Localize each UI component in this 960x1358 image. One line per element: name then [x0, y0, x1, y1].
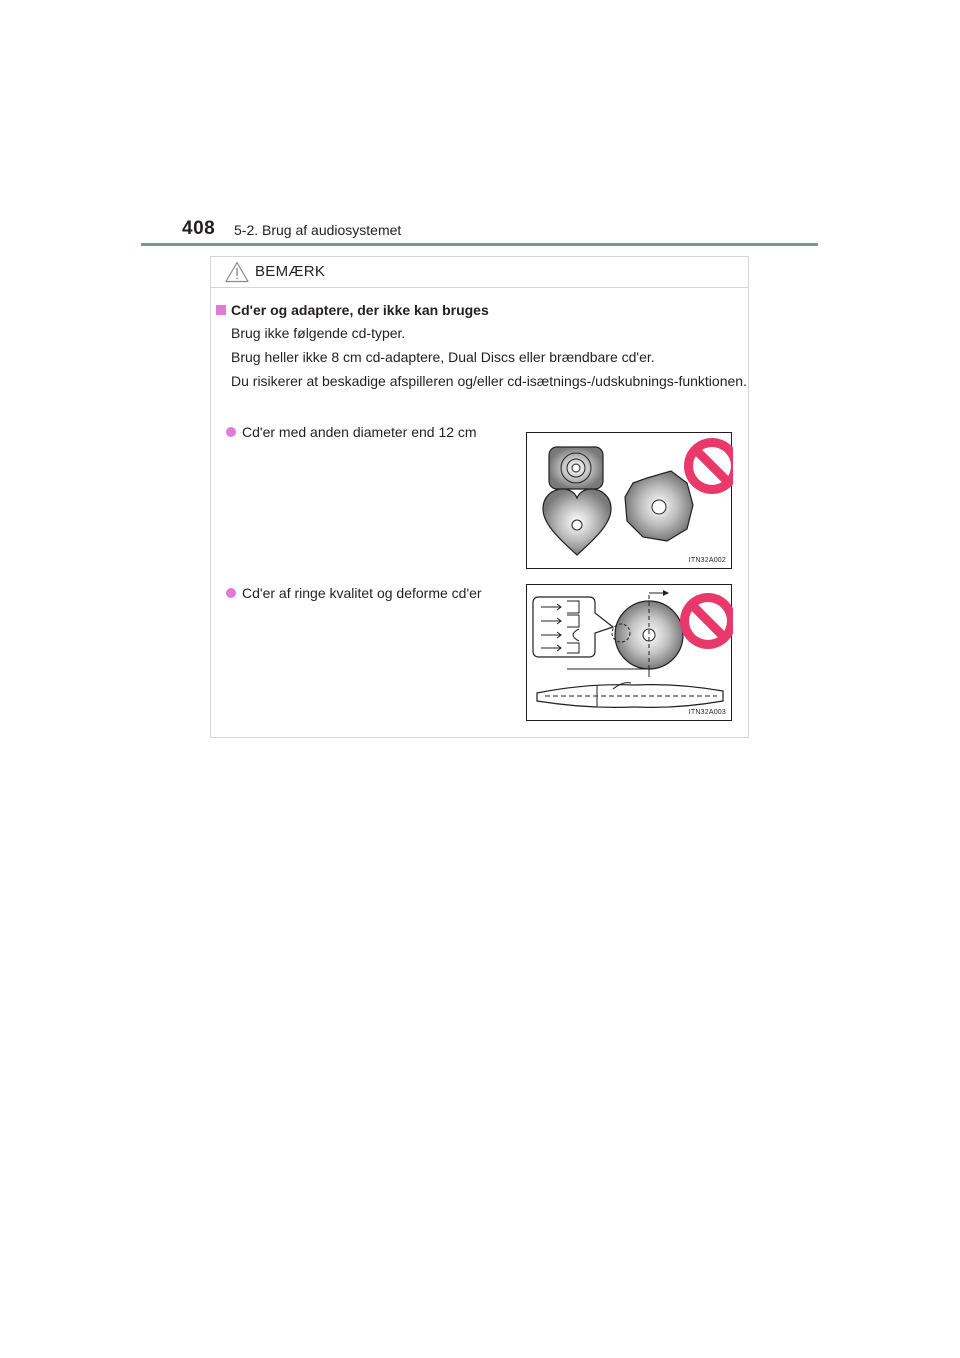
card-shaped-disc-icon	[549, 447, 603, 489]
disc-side-profile-icon	[537, 669, 723, 707]
paragraph-1: Brug ikke følgende cd-typer.	[231, 325, 406, 341]
sub-heading	[216, 302, 489, 318]
list-item-label: Cd'er af ringe kvalitet og deforme cd'er	[242, 585, 482, 601]
image-code: ITN32A003	[688, 709, 726, 716]
sub-heading-text: Cd'er og adaptere, der ikke kan bruges	[231, 302, 489, 318]
octagon-shaped-disc-icon	[625, 471, 693, 541]
notice-box	[210, 256, 749, 738]
paragraph-3: Du risikerer at beskadige afspilleren og/eller cd-isætnings-/udskubnings-funktionen.	[231, 373, 747, 389]
list-item	[226, 585, 482, 601]
notice-title: BEMÆRK	[255, 263, 326, 280]
dot-bullet-icon	[226, 588, 236, 598]
warning-triangle-icon	[225, 261, 249, 283]
prohibition-sign-icon	[684, 438, 733, 494]
heart-shaped-disc-icon	[543, 489, 611, 555]
illustration-odd-size-discs	[526, 432, 732, 569]
warped-disc-icon	[612, 590, 683, 671]
dot-bullet-icon	[226, 427, 236, 437]
edge-profile-callout-icon	[533, 597, 613, 657]
paragraph-2: Brug heller ikke 8 cm cd-adaptere, Dual Discs eller brændbare cd'er.	[231, 349, 655, 365]
notice-header	[211, 257, 748, 288]
section-title: 5-2. Brug af audiosystemet	[234, 222, 402, 238]
square-bullet-icon	[216, 305, 226, 315]
deformed-discs-drawing	[527, 585, 733, 722]
header-rule	[141, 243, 818, 246]
illustration-deformed-discs	[526, 584, 732, 721]
image-code: ITN32A002	[688, 557, 726, 564]
odd-shaped-discs-drawing	[527, 433, 733, 570]
page-number: 408	[182, 218, 216, 239]
prohibition-sign-icon	[680, 593, 733, 649]
list-item	[226, 424, 477, 440]
list-item-label: Cd'er med anden diameter end 12 cm	[242, 424, 477, 440]
